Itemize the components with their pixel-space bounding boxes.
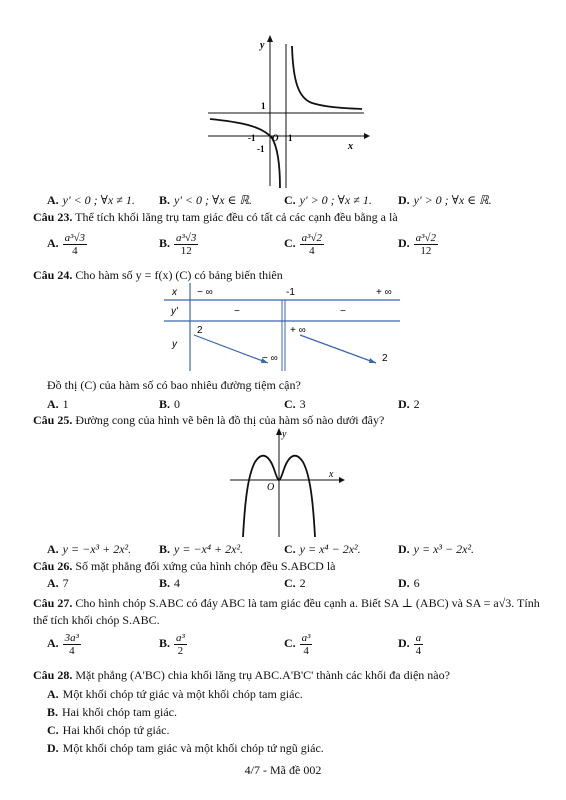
q26-stem: Câu 26. Số mặt phẳng đối xứng của hình chóp đều S.ABCD là — [33, 559, 336, 573]
graph1-y-label: y — [260, 40, 265, 51]
q22-option-a[interactable]: A. y' < 0 ; ∀x ≠ 1. — [47, 193, 135, 207]
q22-option-b[interactable]: B. y' < 0 ; ∀x ∈ ℝ. — [159, 193, 252, 207]
fraction: $\frac{a}{4}$ — [415, 632, 422, 657]
vt-y-top-left: 2 — [197, 325, 203, 336]
q24-option-c[interactable]: C. 3 — [284, 397, 306, 411]
quartic-graph — [225, 425, 345, 540]
variation-table — [164, 283, 400, 373]
q28-stem: Câu 28. Mặt phẳng (A'BC) chia khối lăng trụ ABC.A'B'C' thành các khối đa diện nào? — [33, 668, 450, 682]
vt-x-minus-inf: − ∞ — [197, 287, 213, 298]
vt-y-label: y — [172, 339, 177, 350]
graph2-y-label: y — [282, 429, 287, 440]
vt-yp-label: y' — [171, 306, 178, 317]
hyperbola-graph — [200, 30, 370, 190]
q27-option-a[interactable]: A. $\frac{\text{3a³}}{4}$ — [47, 632, 79, 657]
q24-option-d[interactable]: D. 2 — [398, 397, 420, 411]
q27-option-c[interactable]: C. $\frac{\text{a³}}{4}$ — [284, 632, 311, 657]
fraction: $\frac{\text{a³√2}}{12}$ — [415, 232, 437, 257]
graph1-tick-1-x: 1 — [288, 133, 293, 143]
q23-option-b[interactable]: B. $\frac{\text{a³√3}}{12}$ — [159, 232, 197, 257]
graph1-tick-1-y: 1 — [261, 101, 266, 111]
graph2-x-label: x — [329, 469, 334, 480]
q25-option-d[interactable]: D. y = x³ − 2x². — [398, 542, 475, 556]
q27-option-d[interactable]: D. $\frac{a}{4}$ — [398, 632, 422, 657]
fraction: $\frac{\text{a³√3}}{12}$ — [176, 232, 197, 257]
q26-option-d[interactable]: D. 6 — [398, 576, 420, 590]
fraction: $\frac{\text{a³√3}}{4}$ — [64, 232, 86, 257]
q23-option-d[interactable]: D. $\frac{\text{a³√2}}{12}$ — [398, 232, 437, 257]
vt-yp-right: − — [340, 306, 346, 317]
fraction: $\frac{\text{a³√2}}{4}$ — [301, 232, 323, 257]
vt-y-bot-left: − ∞ — [262, 353, 278, 364]
q28-option-c[interactable]: C. Hai khối chóp tứ giác. — [47, 723, 170, 737]
q28-option-b[interactable]: B. Hai khối chóp tam giác. — [47, 705, 177, 719]
q25-stem: Câu 25. Đường cong của hình vẽ bên là đồ thị của hàm số nào dưới đây? — [33, 413, 385, 427]
q27-stem-line1: Câu 27. Cho hình chóp S.ABC có đáy ABC là tam giác đều cạnh a. Biết SA ⊥ (ABC) và SA = a√3. Tính — [33, 596, 540, 610]
q24-question: Đồ thị (C) của hàm số có bao nhiêu đường tiệm cận? — [47, 378, 301, 392]
q22-option-c[interactable]: C. y' > 0 ; ∀x ≠ 1. — [284, 193, 372, 207]
q24-stem: Câu 24. Cho hàm số y = f(x) (C) có bảng biến thiên — [33, 268, 283, 282]
page-footer: 4/7 - Mã đề 002 — [244, 763, 322, 777]
q27-option-b[interactable]: B. $\frac{\text{a³}}{2}$ — [159, 632, 185, 657]
vt-x-plus-inf: + ∞ — [376, 287, 392, 298]
q24-option-b[interactable]: B. 0 — [159, 397, 181, 411]
q27-stem-line2: thể tích khối chóp S.ABC. — [33, 613, 160, 627]
q26-option-c[interactable]: C. 2 — [284, 576, 306, 590]
vt-y-bot-right: 2 — [382, 353, 388, 364]
graph1-origin: O — [272, 133, 279, 143]
graph1-tick-m1-x: -1 — [248, 133, 256, 143]
q28-option-d[interactable]: D. Một khối chóp tam giác và một khối chóp tứ ngũ giác. — [47, 741, 324, 755]
graph2-origin: O — [267, 482, 275, 493]
q23-option-c[interactable]: C. $\frac{\text{a³√2}}{4}$ — [284, 232, 323, 257]
q25-option-b[interactable]: B. y = −x⁴ + 2x². — [159, 542, 244, 556]
q26-option-b[interactable]: B. 4 — [159, 576, 181, 590]
vt-x-label: x — [172, 287, 177, 298]
q25-option-a[interactable]: A. y = −x³ + 2x². — [47, 542, 132, 556]
vt-y-top-right: + ∞ — [290, 325, 306, 336]
q24-option-a[interactable]: A. 1 — [47, 397, 69, 411]
q23-option-a[interactable]: A. $\frac{\text{a³√3}}{4}$ — [47, 232, 86, 257]
fraction: $\frac{\text{3a³}}{4}$ — [64, 632, 79, 657]
q22-option-d[interactable]: D. y' > 0 ; ∀x ∈ ℝ. — [398, 193, 492, 207]
vt-yp-left: − — [234, 306, 240, 317]
vt-x-m1: -1 — [286, 287, 295, 298]
fraction: $\frac{\text{a³}}{2}$ — [176, 632, 185, 657]
graph1-tick-m1-y: -1 — [257, 144, 265, 154]
q25-option-c[interactable]: C. y = x⁴ − 2x². — [284, 542, 361, 556]
graph1-x-label: x — [348, 141, 353, 152]
q26-option-a[interactable]: A. 7 — [47, 576, 69, 590]
fraction: $\frac{\text{a³}}{4}$ — [301, 632, 311, 657]
q28-option-a[interactable]: A. Một khối chóp tứ giác và một khối chóp tam giác. — [47, 687, 303, 701]
q23-stem: Câu 23. Thể tích khối lăng trụ tam giác đều có tất cả các cạnh đều bằng a là — [33, 210, 398, 224]
